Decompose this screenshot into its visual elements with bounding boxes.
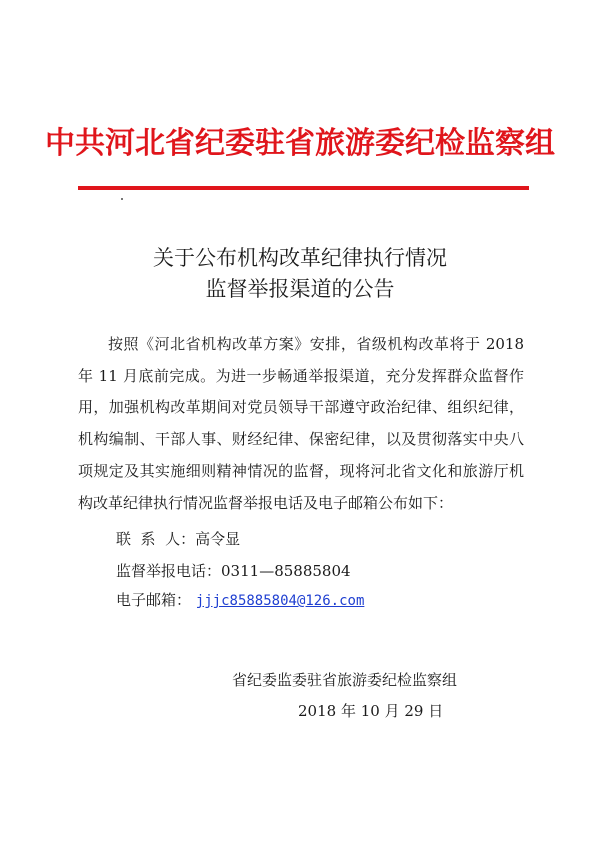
notice-body-paragraph: 按照《河北省机构改革方案》安排，省级机构改革将于 2018 年 11 月底前完成。为进一步畅通举报渠道，充分发挥群众监督作用，加强机构改革期间对党员领导干部遵守政治纪律、组织纪律，机构编制、干部人事、财经纪律、保密纪律，以及贯彻落实中央八项规定及其实施细则精神情况的监督，现将河北省文化和旅游厅机构改革纪律执行情况监督举报电话及电子邮箱公布如下： — [78, 335, 524, 512]
notice-title-line-1: 关于公布机构改革纪律执行情况 — [153, 246, 447, 270]
masthead-title: 中共河北省纪委驻省旅游委纪检监察组 — [45, 126, 555, 161]
signature-organization: 省纪委监委驻省旅游委纪检监察组 — [232, 671, 458, 689]
email-line — [116, 589, 364, 612]
stray-mark — [121, 198, 123, 200]
notice-title-line-2: 监督举报渠道的公告 — [205, 277, 395, 301]
email-link[interactable]: jjjc85885804@126.com — [195, 593, 365, 609]
report-phone-line — [116, 560, 351, 582]
contact-person-line — [116, 528, 240, 550]
phone-label: 监督举报电话： — [116, 562, 222, 580]
email-label: 电子邮箱： — [116, 591, 192, 609]
phone-number: 0311—85885804 — [221, 562, 351, 580]
contact-name: 高令显 — [195, 530, 241, 548]
masthead-red-rule — [78, 186, 529, 190]
contact-label: 联 系 人： — [116, 530, 196, 548]
signature-date: 2018 年 10 月 29 日 — [298, 702, 444, 720]
